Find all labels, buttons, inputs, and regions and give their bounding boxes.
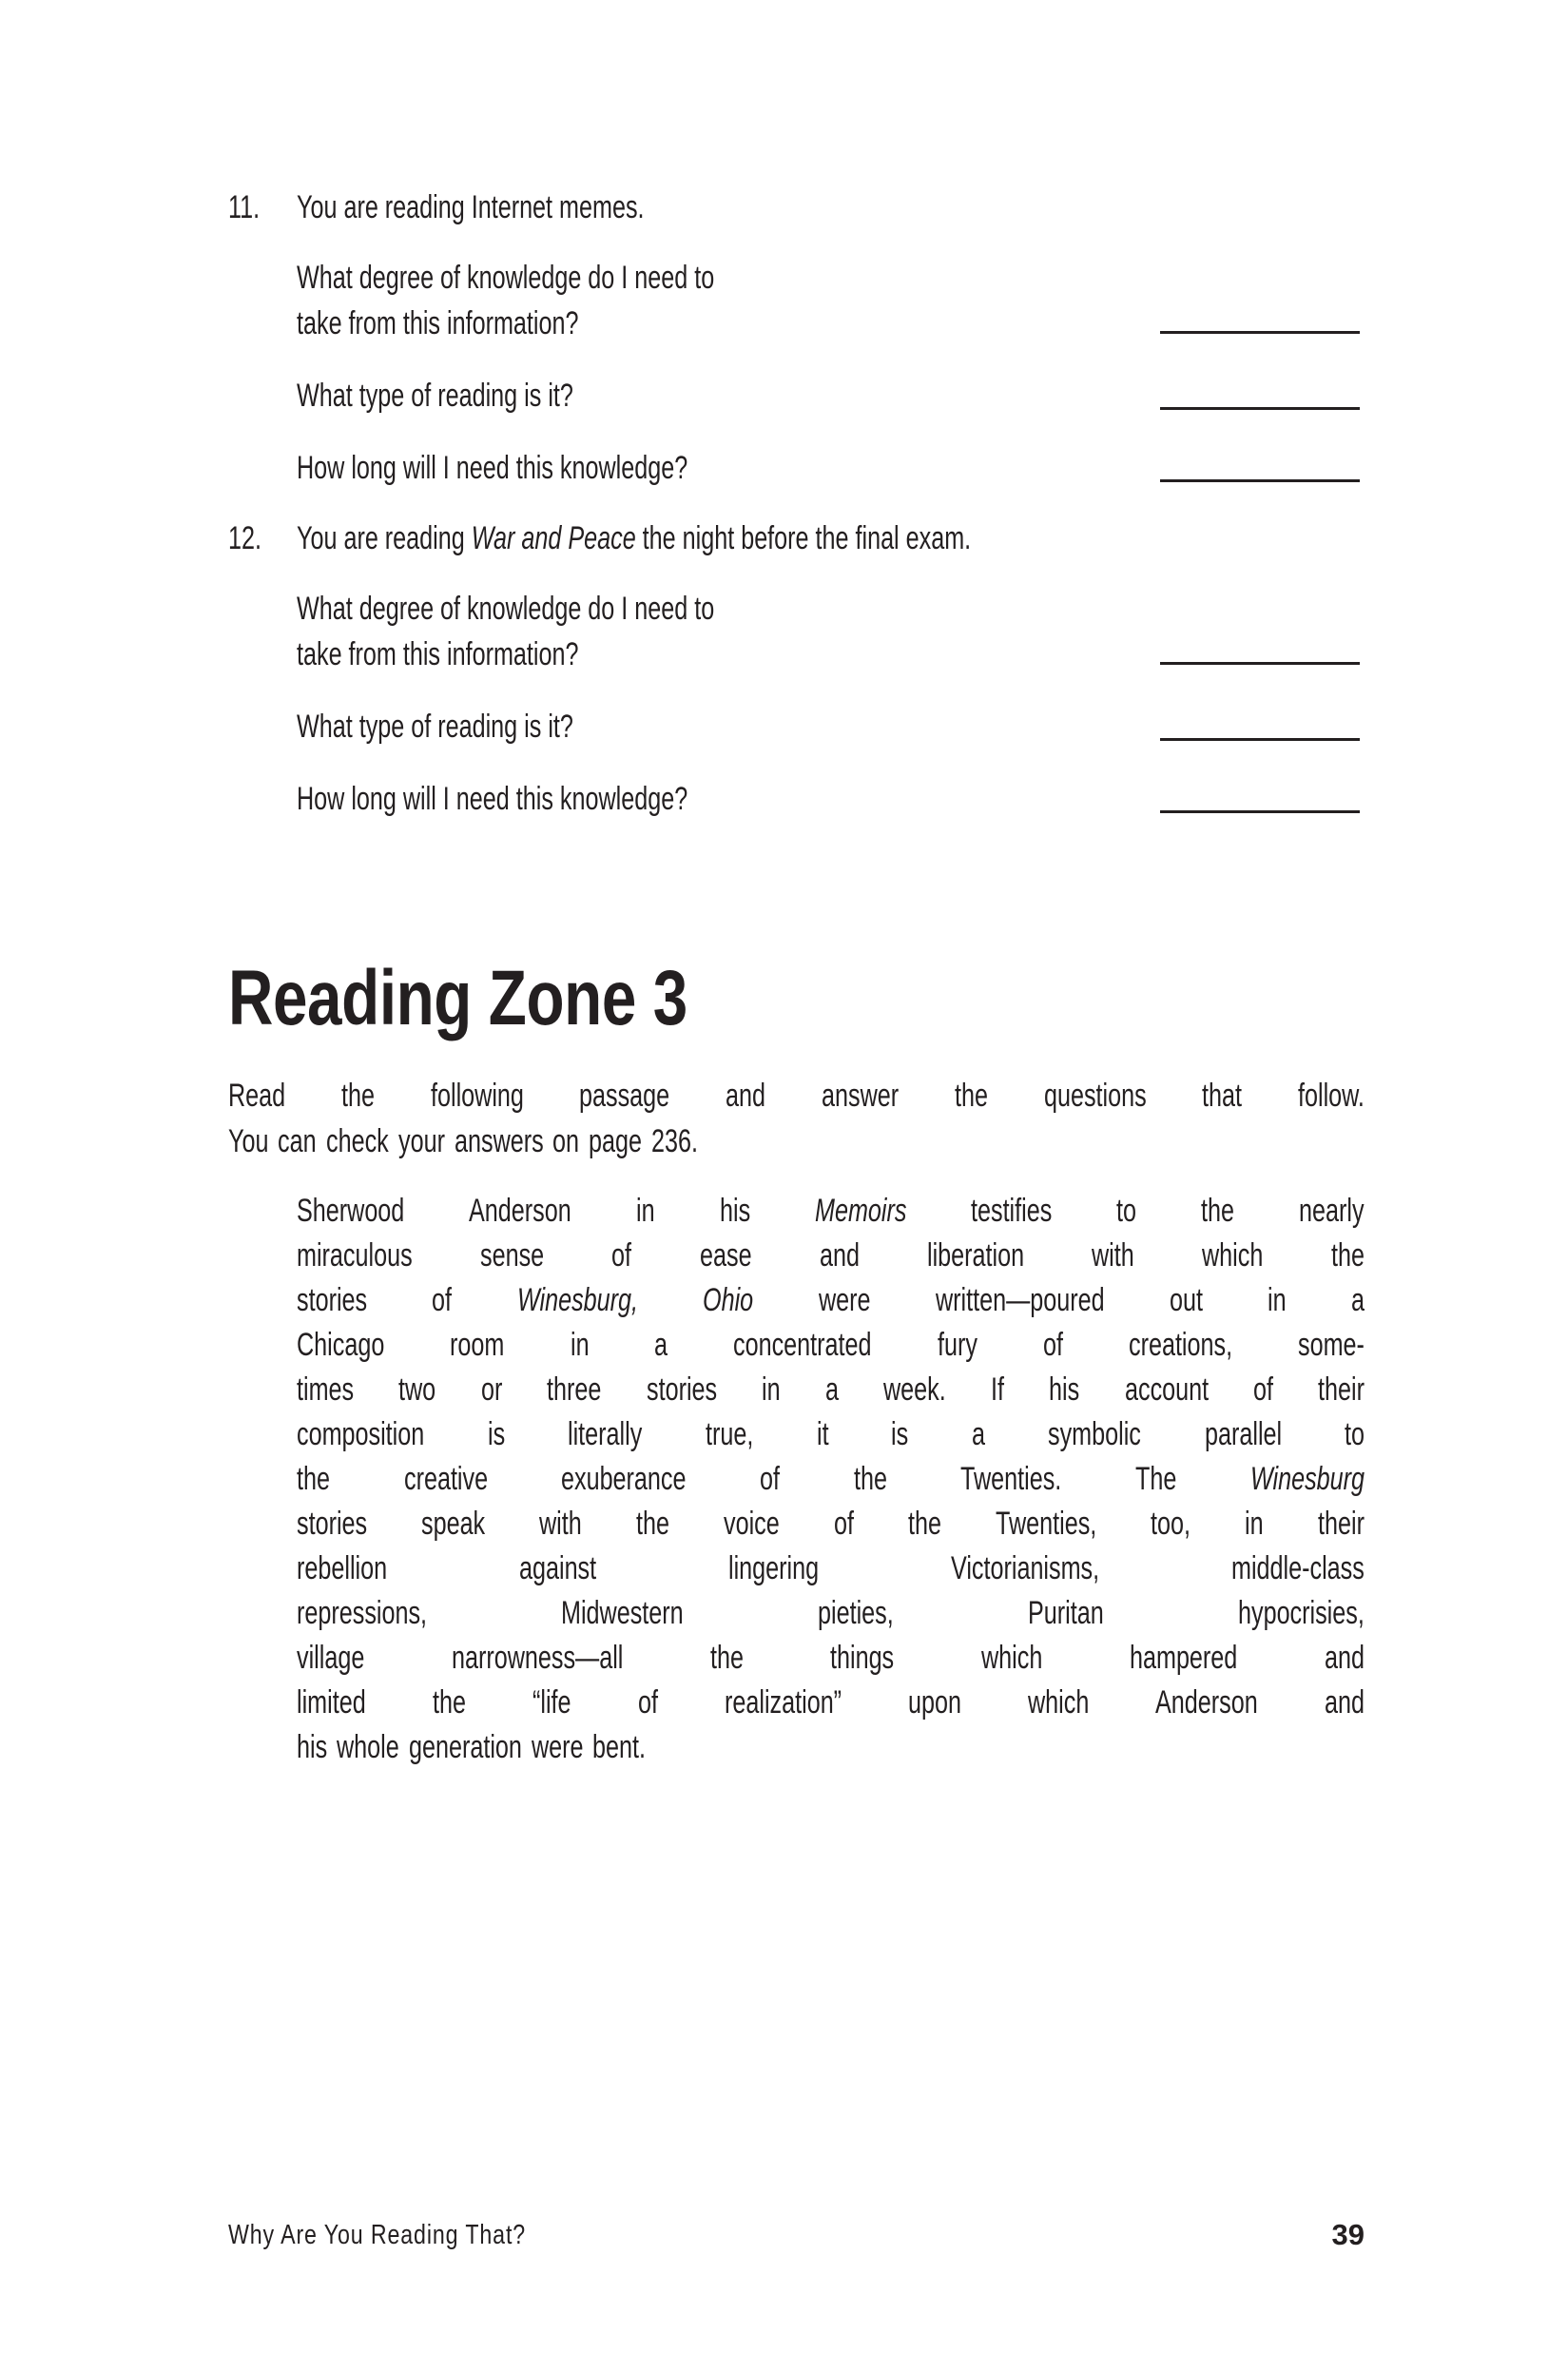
passage-word: hypocrisies, [1238, 1595, 1365, 1631]
passage-word: nearly [1299, 1193, 1365, 1229]
passage-word: were [818, 1282, 871, 1318]
passage-word: check [326, 1123, 389, 1159]
spacer [228, 1042, 1365, 1073]
passage-word: a [824, 1371, 839, 1408]
passage-word: lingering [728, 1550, 820, 1586]
page-footer [228, 2216, 1365, 2264]
passage-word: stories [646, 1371, 717, 1408]
passage-word: stories [297, 1506, 368, 1542]
passage-word: literally [568, 1416, 643, 1452]
passage-line [297, 1189, 1365, 1234]
passage-word: which [981, 1640, 1043, 1676]
passage-word: Midwestern [561, 1595, 684, 1631]
passage-line [297, 1323, 1365, 1368]
answer-blank[interactable] [1160, 810, 1360, 813]
spacer [228, 491, 1365, 517]
question-number: 11. [228, 189, 261, 225]
spacer [228, 1164, 1365, 1189]
passage-word: If [990, 1371, 1004, 1408]
spacer [228, 559, 1365, 586]
passage-word: the [1330, 1237, 1365, 1274]
passage-word: on [552, 1123, 580, 1159]
passage-word: in [1245, 1506, 1264, 1542]
passage-line [297, 1546, 1365, 1591]
passage-word: rebellion [297, 1550, 388, 1586]
passage-word: creative [403, 1461, 488, 1497]
passage-word: to [1116, 1193, 1137, 1229]
passage-word: in [636, 1193, 655, 1229]
spacer [228, 418, 1365, 445]
passage-word: his [297, 1729, 328, 1765]
passage-word: middle-class [1231, 1550, 1365, 1586]
passage-word: of [611, 1237, 632, 1274]
passage-word: village [297, 1640, 365, 1676]
footer-running-title: Why Are You Reading That? [228, 2220, 527, 2250]
passage-word: account [1124, 1371, 1209, 1408]
passage-word: Winesburg [1249, 1461, 1365, 1497]
passage-word: which [1202, 1237, 1264, 1274]
passage-word: the [907, 1506, 941, 1542]
passage-line [297, 1591, 1365, 1636]
page-number: 39 [1331, 2218, 1365, 2251]
passage-word: week. [883, 1371, 946, 1408]
passage-word: the [297, 1461, 330, 1497]
answer-blank[interactable] [1160, 407, 1360, 410]
passage-word: and [819, 1237, 860, 1274]
passage-word: room [450, 1327, 505, 1363]
passage-word: the [853, 1461, 887, 1497]
subquestion-text [297, 373, 962, 418]
passage-word: miraculous [297, 1237, 413, 1274]
passage-word: is [487, 1416, 505, 1452]
passage-line [297, 1725, 1365, 1770]
passage-word: were [531, 1729, 584, 1765]
passage-word: his [1049, 1371, 1080, 1408]
passage-word: upon [907, 1684, 961, 1721]
passage-word: concentrated [733, 1327, 872, 1363]
subquestion-text [297, 586, 962, 677]
question-stem-text: You are reading Internet memes. [297, 189, 645, 225]
passage-line [297, 1457, 1365, 1502]
passage-word: The [1135, 1461, 1177, 1497]
passage-word: in [762, 1371, 781, 1408]
passage-word: exuberance [561, 1461, 687, 1497]
passage-word: sense [479, 1237, 545, 1274]
passage-word: their [1318, 1371, 1365, 1408]
passage-word: questions [1043, 1078, 1147, 1114]
passage-word: in [1267, 1282, 1287, 1318]
subquestion-text [297, 255, 962, 346]
passage-word: realization” [724, 1684, 842, 1721]
question-item-11 [228, 186, 1365, 228]
passage-word: of [637, 1684, 658, 1721]
passage-word: a [971, 1416, 985, 1452]
passage-word: Ohio [703, 1282, 754, 1318]
passage-word: can [278, 1123, 318, 1159]
passage-word: their [1317, 1506, 1365, 1542]
passage-word: Puritan [1028, 1595, 1104, 1631]
spacer [228, 822, 1365, 955]
passage-word: Twenties, [995, 1506, 1097, 1542]
passage-word: out [1169, 1282, 1203, 1318]
passage-word: generation [408, 1729, 522, 1765]
passage-word: bent. [592, 1729, 647, 1765]
passage-line [297, 1278, 1365, 1323]
subquestion-line-2: take from this information? [297, 636, 579, 672]
passage-word: pieties, [818, 1595, 894, 1631]
question-stem-text-after: the night before the final exam. [635, 520, 972, 556]
passage-word: Twenties. [960, 1461, 1062, 1497]
passage-word: which [1027, 1684, 1090, 1721]
passage-word: Sherwood [297, 1193, 405, 1229]
passage-line [297, 1234, 1365, 1278]
passage-line [297, 1636, 1365, 1681]
passage-line [297, 1502, 1365, 1546]
passage-word: and [1325, 1640, 1365, 1676]
passage-word: Anderson [469, 1193, 572, 1229]
passage-word: symbolic [1048, 1416, 1142, 1452]
answer-blank[interactable] [1160, 479, 1360, 482]
passage-word: narrowness—all [451, 1640, 624, 1676]
passage-word: it [816, 1416, 829, 1452]
spacer [228, 228, 1365, 255]
intro-line-2 [228, 1118, 1365, 1164]
subquestion-line-1: What degree of knowledge do I need to [297, 591, 715, 627]
passage-word: the [1201, 1193, 1235, 1229]
subquestion-text [297, 445, 962, 491]
passage-word: three [547, 1371, 602, 1408]
passage-word: limited [297, 1684, 366, 1721]
passage-word: composition [297, 1416, 425, 1452]
passage-word: liberation [926, 1237, 1024, 1274]
passage-word: Victorianisms, [951, 1550, 1100, 1586]
passage-line [297, 1681, 1365, 1725]
passage-word: repressions, [297, 1595, 428, 1631]
page-content [228, 186, 1365, 1770]
passage-word: and [726, 1078, 766, 1114]
passage-word: voice [724, 1506, 780, 1542]
passage-word: testifies [971, 1193, 1053, 1229]
passage-word: Anderson [1155, 1684, 1258, 1721]
question-stem-text-before: You are reading [297, 520, 472, 556]
passage-word: a [654, 1327, 668, 1363]
passage-word: of [432, 1282, 453, 1318]
passage-word: some- [1298, 1327, 1365, 1363]
passage-word: page [589, 1123, 643, 1159]
spacer [228, 677, 1365, 704]
passage-word: stories [297, 1282, 368, 1318]
passage-word: whole [337, 1729, 399, 1765]
passage-word: Winesburg, [516, 1282, 638, 1318]
passage-word: parallel [1204, 1416, 1282, 1452]
passage-word: of [1252, 1371, 1273, 1408]
subquestion-line-2: take from this information? [297, 305, 579, 341]
passage-word: ease [699, 1237, 752, 1274]
passage-word: too, [1151, 1506, 1191, 1542]
answer-blank[interactable] [1160, 738, 1360, 741]
passage-word: true, [705, 1416, 754, 1452]
subquestion-text [297, 776, 962, 822]
passage-word: of [760, 1461, 781, 1497]
subquestion-11-2 [297, 373, 1365, 418]
passage-word: or [480, 1371, 503, 1408]
passage-word: against [519, 1550, 597, 1586]
passage-line [297, 1412, 1365, 1457]
passage-word: in [570, 1327, 590, 1363]
subquestion-11-1 [297, 255, 1365, 346]
passage-word: fury [937, 1327, 978, 1363]
passage-word: following [430, 1078, 524, 1114]
subquestion-line-1: How long will I need this knowledge? [297, 450, 688, 486]
passage-word: the [636, 1506, 670, 1542]
passage-word: of [1042, 1327, 1063, 1363]
subquestion-line-1: What type of reading is it? [297, 378, 573, 414]
subquestion-12-1 [297, 586, 1365, 677]
passage-word: “life [532, 1684, 571, 1721]
passage-word: is [891, 1416, 909, 1452]
passage-word: 236. [651, 1123, 699, 1159]
subquestion-line-1: What degree of knowledge do I need to [297, 260, 715, 296]
passage-word: the [954, 1078, 988, 1114]
passage-word: with [1092, 1237, 1135, 1274]
question-item-12 [228, 517, 1365, 559]
subquestion-line-1: How long will I need this knowledge? [297, 781, 688, 817]
answer-blank[interactable] [1160, 331, 1360, 334]
passage-word: two [398, 1371, 436, 1408]
passage-line [297, 1368, 1365, 1412]
section-heading: Reading Zone 3 [228, 955, 687, 1041]
section-intro [228, 1073, 1365, 1164]
spacer [228, 749, 1365, 776]
passage-word: your [397, 1123, 445, 1159]
passage-word: things [830, 1640, 895, 1676]
passage-word: You [228, 1123, 269, 1159]
passage-word: to [1345, 1416, 1365, 1452]
passage-word: with [539, 1506, 583, 1542]
answer-blank[interactable] [1160, 662, 1360, 665]
passage-word: hampered [1130, 1640, 1238, 1676]
passage-word: Read [228, 1078, 286, 1114]
passage-word: his [719, 1193, 750, 1229]
passage-word: answer [822, 1078, 900, 1114]
question-stem-title: War and Peace [471, 520, 636, 556]
passage-word: follow. [1298, 1078, 1365, 1114]
passage-word: answers [454, 1123, 544, 1159]
subquestion-12-2 [297, 704, 1365, 749]
passage-word: of [833, 1506, 854, 1542]
intro-line-1 [228, 1073, 1365, 1118]
passage-word: a [1350, 1282, 1365, 1318]
passage-word: Memoirs [814, 1193, 907, 1229]
passage-word: creations, [1128, 1327, 1233, 1363]
subquestion-11-3 [297, 445, 1365, 491]
passage-word: passage [579, 1078, 670, 1114]
passage-word: that [1202, 1078, 1243, 1114]
reading-passage [297, 1189, 1365, 1770]
question-number: 12. [228, 520, 261, 556]
passage-word: the [340, 1078, 375, 1114]
passage-word: written—poured [935, 1282, 1105, 1318]
subquestion-12-3 [297, 776, 1365, 822]
passage-word: times [297, 1371, 355, 1408]
passage-word: the [709, 1640, 744, 1676]
question-stem [297, 517, 1365, 559]
passage-word: and [1325, 1684, 1365, 1721]
passage-word: speak [421, 1506, 486, 1542]
subquestion-line-1: What type of reading is it? [297, 709, 573, 745]
question-stem [297, 186, 1365, 228]
spacer [228, 346, 1365, 373]
subquestion-text [297, 704, 962, 749]
passage-word: Chicago [297, 1327, 385, 1363]
passage-word: the [432, 1684, 466, 1721]
